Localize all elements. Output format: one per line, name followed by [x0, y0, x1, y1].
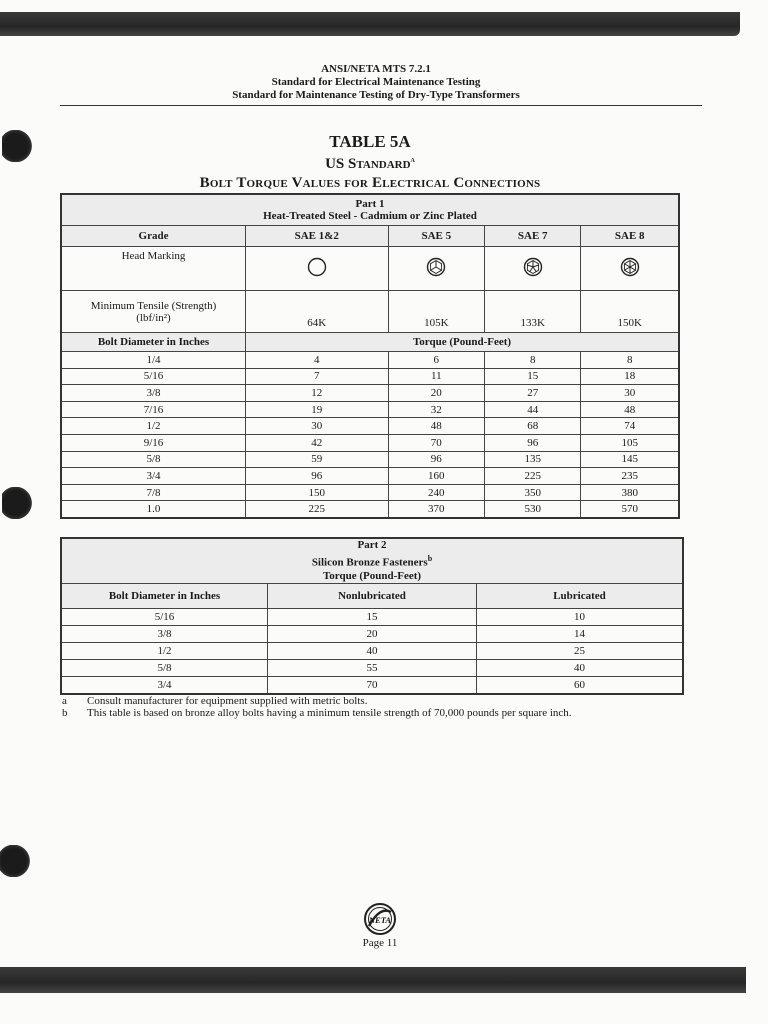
torque-value-cell: 44 [485, 401, 581, 418]
punch-hole-icon [2, 130, 32, 162]
grade-label: Grade [61, 226, 246, 247]
torque-value-cell: 10 [477, 609, 684, 626]
torque-value-cell: 30 [581, 385, 679, 402]
table-titles [60, 133, 680, 193]
torque-value-cell: 42 [246, 434, 389, 451]
grade-header: SAE 8 [581, 226, 679, 247]
punch-hole-icon [2, 487, 32, 519]
torque-value-cell: 235 [581, 468, 679, 485]
torque-value-cell: 20 [268, 626, 477, 643]
footnote-text: This table is based on bronze alloy bolts having a minimum tensile strength of 70,000 pounds per square inch. [87, 707, 572, 719]
torque-value-cell: 48 [581, 401, 679, 418]
diameter-label: Bolt Diameter in Inches [61, 333, 246, 352]
torque-value-cell: 48 [388, 418, 484, 435]
footnote-text: Consult manufacturer for equipment supplied with metric bolts. [87, 695, 368, 707]
page-footer [340, 902, 420, 949]
table-row [61, 401, 679, 418]
bolt-diameter-cell: 5/8 [61, 660, 268, 677]
plain-hex-head-icon [306, 256, 328, 278]
torque-value-cell: 150 [246, 484, 389, 501]
torque-value-cell: 40 [477, 660, 684, 677]
diameter-header-row [61, 333, 679, 352]
header-standard-title: Standard for Electrical Maintenance Testing [271, 76, 481, 88]
tensile-value: 64K [246, 291, 389, 333]
table-row [61, 418, 679, 435]
part2-caption [61, 538, 683, 584]
table-subtitle [60, 151, 680, 173]
table-row [61, 451, 679, 468]
footnote-key: b [62, 707, 68, 719]
header-standard-number: ANSI/NETA MTS 7.2.1 [321, 63, 431, 75]
hex-head-6-marks-icon [619, 256, 641, 278]
table-row [61, 385, 679, 402]
bolt-torque-table-part2 [60, 537, 684, 695]
part2-torque-label: Torque (Pound-Feet) [322, 569, 422, 582]
torque-value-cell: 30 [246, 418, 389, 435]
head-marking-label: Head Marking [61, 247, 246, 291]
part2-lubricated-header: Lubricated [477, 584, 684, 609]
table-row [61, 643, 683, 660]
torque-value-cell: 14 [477, 626, 684, 643]
torque-value-cell: 15 [485, 368, 581, 385]
part1-label: Part 1 [355, 198, 385, 210]
torque-value-cell: 380 [581, 484, 679, 501]
torque-value-cell: 570 [581, 501, 679, 518]
torque-value-cell: 145 [581, 451, 679, 468]
part2-label: Part 2 [357, 539, 387, 552]
table-row [61, 677, 683, 695]
torque-value-cell: 105 [581, 434, 679, 451]
torque-value-cell: 59 [246, 451, 389, 468]
torque-value-cell: 12 [246, 385, 389, 402]
torque-value-cell: 68 [485, 418, 581, 435]
torque-value-cell: 18 [581, 368, 679, 385]
tensile-label-line2: (lbf/in²) [136, 311, 171, 324]
torque-value-cell: 70 [388, 434, 484, 451]
torque-value-cell: 20 [388, 385, 484, 402]
tensile-value: 133K [485, 291, 581, 333]
bolt-diameter-cell: 7/8 [61, 484, 246, 501]
part1-caption-row [61, 194, 679, 226]
part2-material [62, 552, 682, 570]
bolt-diameter-cell: 9/16 [61, 434, 246, 451]
torque-value-cell: 60 [477, 677, 684, 695]
page-number: Page 11 [362, 937, 398, 949]
bolt-diameter-cell: 3/8 [61, 385, 246, 402]
torque-value-cell: 55 [268, 660, 477, 677]
table-row [61, 368, 679, 385]
torque-value-cell: 225 [246, 501, 389, 518]
footnote [62, 695, 702, 707]
part2-nonlubricated-header: Nonlubricated [268, 584, 477, 609]
bolt-diameter-cell: 1.0 [61, 501, 246, 518]
footnotes [62, 695, 702, 719]
torque-value-cell: 370 [388, 501, 484, 518]
scan-bottom-border [0, 967, 746, 993]
part1-data [61, 352, 679, 518]
torque-value-cell: 7 [246, 368, 389, 385]
part2-header-row [61, 584, 683, 609]
torque-value-cell: 530 [485, 501, 581, 518]
head-marking-cell [388, 247, 484, 291]
table-row [61, 609, 683, 626]
torque-value-cell: 240 [388, 484, 484, 501]
footnote-ref: b [427, 554, 433, 564]
torque-value-cell: 6 [388, 352, 484, 369]
bolt-diameter-cell: 5/8 [61, 451, 246, 468]
torque-value-cell: 96 [246, 468, 389, 485]
torque-value-cell: 40 [268, 643, 477, 660]
torque-value-cell: 8 [485, 352, 581, 369]
table-title: TABLE 5A [329, 132, 411, 151]
footnote-key: a [62, 695, 67, 707]
torque-value-cell: 160 [388, 468, 484, 485]
tensile-label [61, 291, 246, 333]
torque-value-cell: 96 [388, 451, 484, 468]
punch-hole-icon [0, 845, 30, 877]
tensile-value: 150K [581, 291, 679, 333]
hex-head-3-marks-icon [425, 256, 447, 278]
header-section-title: Standard for Maintenance Testing of Dry-Type Transformers [232, 89, 520, 101]
torque-value-cell: 11 [388, 368, 484, 385]
torque-value-cell: 350 [485, 484, 581, 501]
tensile-label-line1: Minimum Tensile (Strength) [90, 299, 217, 312]
logo-text: NETA [368, 915, 392, 925]
table-subtitle-text: US Standard [325, 156, 411, 172]
bolt-diameter-cell: 3/4 [61, 677, 268, 695]
bolt-torque-table-part1 [60, 193, 680, 519]
torque-value-cell: 27 [485, 385, 581, 402]
part1-caption [61, 194, 679, 226]
table-row [61, 660, 683, 677]
scan-top-border [0, 12, 740, 36]
bolt-diameter-cell: 1/4 [61, 352, 246, 369]
part2-data [61, 609, 683, 695]
table-row [61, 468, 679, 485]
table-row [61, 501, 679, 518]
part2-caption-row [61, 538, 683, 584]
bolt-diameter-cell: 3/8 [61, 626, 268, 643]
part1-material: Heat-Treated Steel - Cadmium or Zinc Plated [263, 210, 477, 222]
torque-value-cell: 70 [268, 677, 477, 695]
header-rule [60, 105, 702, 106]
head-marking-cell [485, 247, 581, 291]
torque-value-cell: 74 [581, 418, 679, 435]
table-row [61, 434, 679, 451]
neta-logo-icon [363, 902, 397, 936]
bolt-diameter-cell: 3/4 [61, 468, 246, 485]
grade-header: SAE 7 [485, 226, 581, 247]
hex-head-5-marks-icon [522, 256, 544, 278]
table-row [61, 626, 683, 643]
bolt-diameter-cell: 5/16 [61, 368, 246, 385]
torque-value-cell: 32 [388, 401, 484, 418]
torque-value-cell: 225 [485, 468, 581, 485]
bolt-diameter-cell: 5/16 [61, 609, 268, 626]
table-heading: Bolt Torque Values for Electrical Connections [199, 175, 541, 191]
torque-label: Torque (Pound-Feet) [246, 333, 680, 352]
torque-value-cell: 96 [485, 434, 581, 451]
tensile-row [61, 291, 679, 333]
head-marking-cell [246, 247, 389, 291]
bolt-diameter-cell: 1/2 [61, 418, 246, 435]
table-row [61, 352, 679, 369]
grade-row [61, 226, 679, 247]
torque-value-cell: 135 [485, 451, 581, 468]
torque-value-cell: 25 [477, 643, 684, 660]
grade-header: SAE 1&2 [246, 226, 389, 247]
head-marking-cell [581, 247, 679, 291]
head-marking-row [61, 247, 679, 291]
footnote [62, 707, 702, 719]
torque-value-cell: 15 [268, 609, 477, 626]
torque-value-cell: 4 [246, 352, 389, 369]
bolt-diameter-cell: 1/2 [61, 643, 268, 660]
document-header [60, 63, 692, 102]
part2-material-text: Silicon Bronze Fasteners [311, 556, 428, 569]
part2-diameter-label: Bolt Diameter in Inches [61, 584, 268, 609]
torque-value-cell: 19 [246, 401, 389, 418]
tensile-value: 105K [388, 291, 484, 333]
torque-value-cell: 8 [581, 352, 679, 369]
grade-header: SAE 5 [388, 226, 484, 247]
table-row [61, 484, 679, 501]
bolt-diameter-cell: 7/16 [61, 401, 246, 418]
footnote-ref: a [410, 155, 415, 164]
